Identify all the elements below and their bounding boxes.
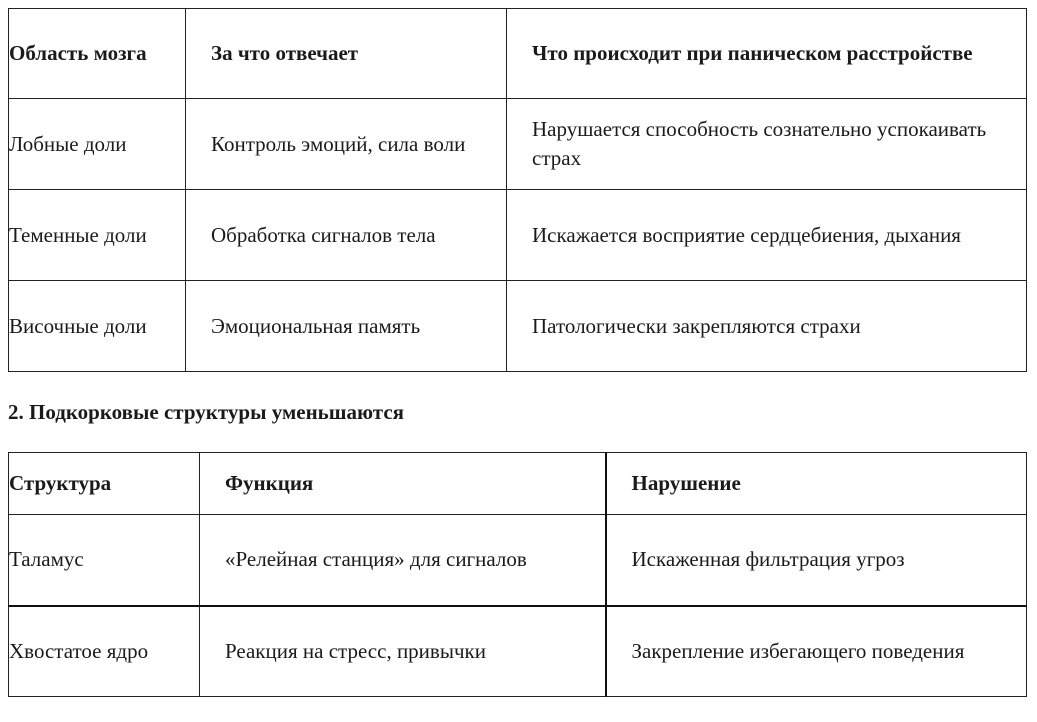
header-disruption: Нарушение [606,453,1027,515]
table-row [9,281,1027,372]
table-header-row [9,453,1027,515]
header-brain-region: Область мозга [9,9,186,99]
cell-region: Теменные доли [9,190,186,281]
cell-structure: Хвостатое ядро [9,606,200,697]
cell-region: Лобные доли [9,99,186,190]
header-function: Функция [200,453,606,515]
cell-panic-effect: Искажается восприятие сердцебиения, дыхания [507,190,1027,281]
table-row [9,99,1027,190]
header-structure: Структура [9,453,200,515]
cell-structure: Таламус [9,515,200,606]
table-header-row [9,9,1027,99]
cell-function: Реакция на стресс, привычки [200,606,606,697]
section-heading: 2. Подкорковые структуры уменьшаются [8,400,405,424]
header-panic-effect: Что происходит при паническом расстройстве [507,9,1027,99]
table-row [9,606,1027,697]
brain-regions-table [8,8,1027,372]
table-row [9,515,1027,606]
cell-responsibility: Эмоциональная память [186,281,507,372]
cell-disruption: Искаженная фильтрация угроз [606,515,1027,606]
cell-responsibility: Контроль эмоций, сила воли [186,99,507,190]
cell-function: «Релейная станция» для сигналов [200,515,606,606]
cell-region: Височные доли [9,281,186,372]
cell-panic-effect: Патологически закрепляются страхи [507,281,1027,372]
table-row [9,190,1027,281]
header-responsibility: За что отвечает [186,9,507,99]
subcortical-structures-table [8,452,1027,697]
cell-responsibility: Обработка сигналов тела [186,190,507,281]
cell-disruption: Закрепление избегающего поведения [606,606,1027,697]
cell-panic-effect: Нарушается способность сознательно успокаивать страх [507,99,1027,190]
